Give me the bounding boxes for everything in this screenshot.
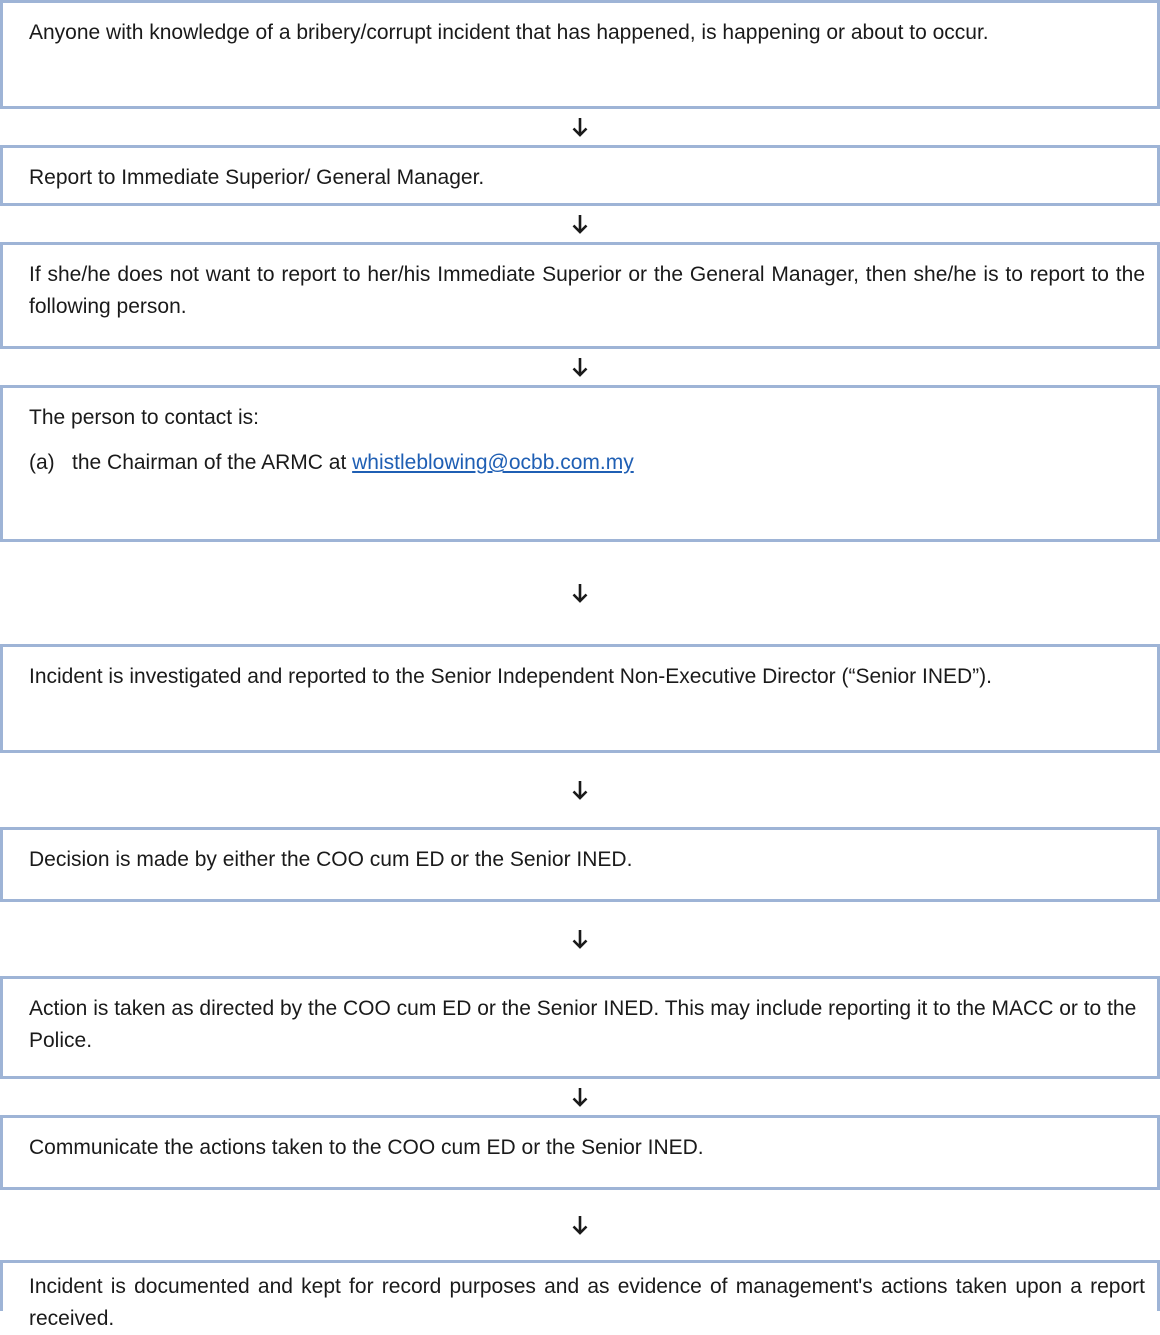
flow-step-1 [0,0,1160,109]
flow-step-5-text: Incident is investigated and reported to the Senior Independent Non-Executive Director (“Senior INED”). [29,665,993,688]
down-arrow-icon [572,214,588,234]
flow-arrow-7 [0,1079,1160,1115]
flow-step-2 [0,145,1160,206]
contact-heading: The person to contact is: [29,406,259,429]
whistleblowing-email-link[interactable]: whistleblowing@ocbb.com.my [352,451,634,474]
flow-arrow-8 [0,1190,1160,1260]
flow-arrow-3 [0,349,1160,385]
contact-item-marker: (a) [29,451,55,474]
flow-step-9 [0,1260,1160,1330]
flow-step-1-text: Anyone with knowledge of a bribery/corrupt incident that has happened, is happening or about to occur. [29,21,989,44]
flow-arrow-4 [0,542,1160,644]
flow-step-2-text: Report to Immediate Superior/ General Manager. [29,166,485,189]
down-arrow-icon [572,357,588,377]
down-arrow-icon [572,929,588,949]
flow-step-3 [0,242,1160,349]
flow-step-6 [0,827,1160,902]
contact-item [29,447,1145,479]
flow-arrow-2 [0,206,1160,242]
flow-step-7-text: Action is taken as directed by the COO cum ED or the Senior INED. This may include reporting it to the MACC or to the Police. [29,997,1137,1052]
flow-arrow-5 [0,753,1160,827]
flow-step-7 [0,976,1160,1079]
down-arrow-icon [572,1215,588,1235]
flow-step-9-text: Incident is documented and kept for record purposes and as evidence of management's actions taken upon a report received. [29,1275,1145,1330]
flow-step-6-text: Decision is made by either the COO cum ED or the Senior INED. [29,848,633,871]
contact-item-text: the Chairman of the ARMC at [72,451,353,474]
flow-step-4 [0,385,1160,542]
down-arrow-icon [572,117,588,137]
down-arrow-icon [572,1087,588,1107]
flow-step-8-text: Communicate the actions taken to the COO cum ED or the Senior INED. [29,1136,704,1159]
flow-step-5 [0,644,1160,753]
flow-arrow-1 [0,109,1160,145]
down-arrow-icon [572,583,588,603]
flow-arrow-6 [0,902,1160,976]
flow-step-8 [0,1115,1160,1190]
flow-step-3-text: If she/he does not want to report to her/his Immediate Superior or the General Manager, then she/he is to report to the following person. [29,263,1145,318]
down-arrow-icon [572,780,588,800]
